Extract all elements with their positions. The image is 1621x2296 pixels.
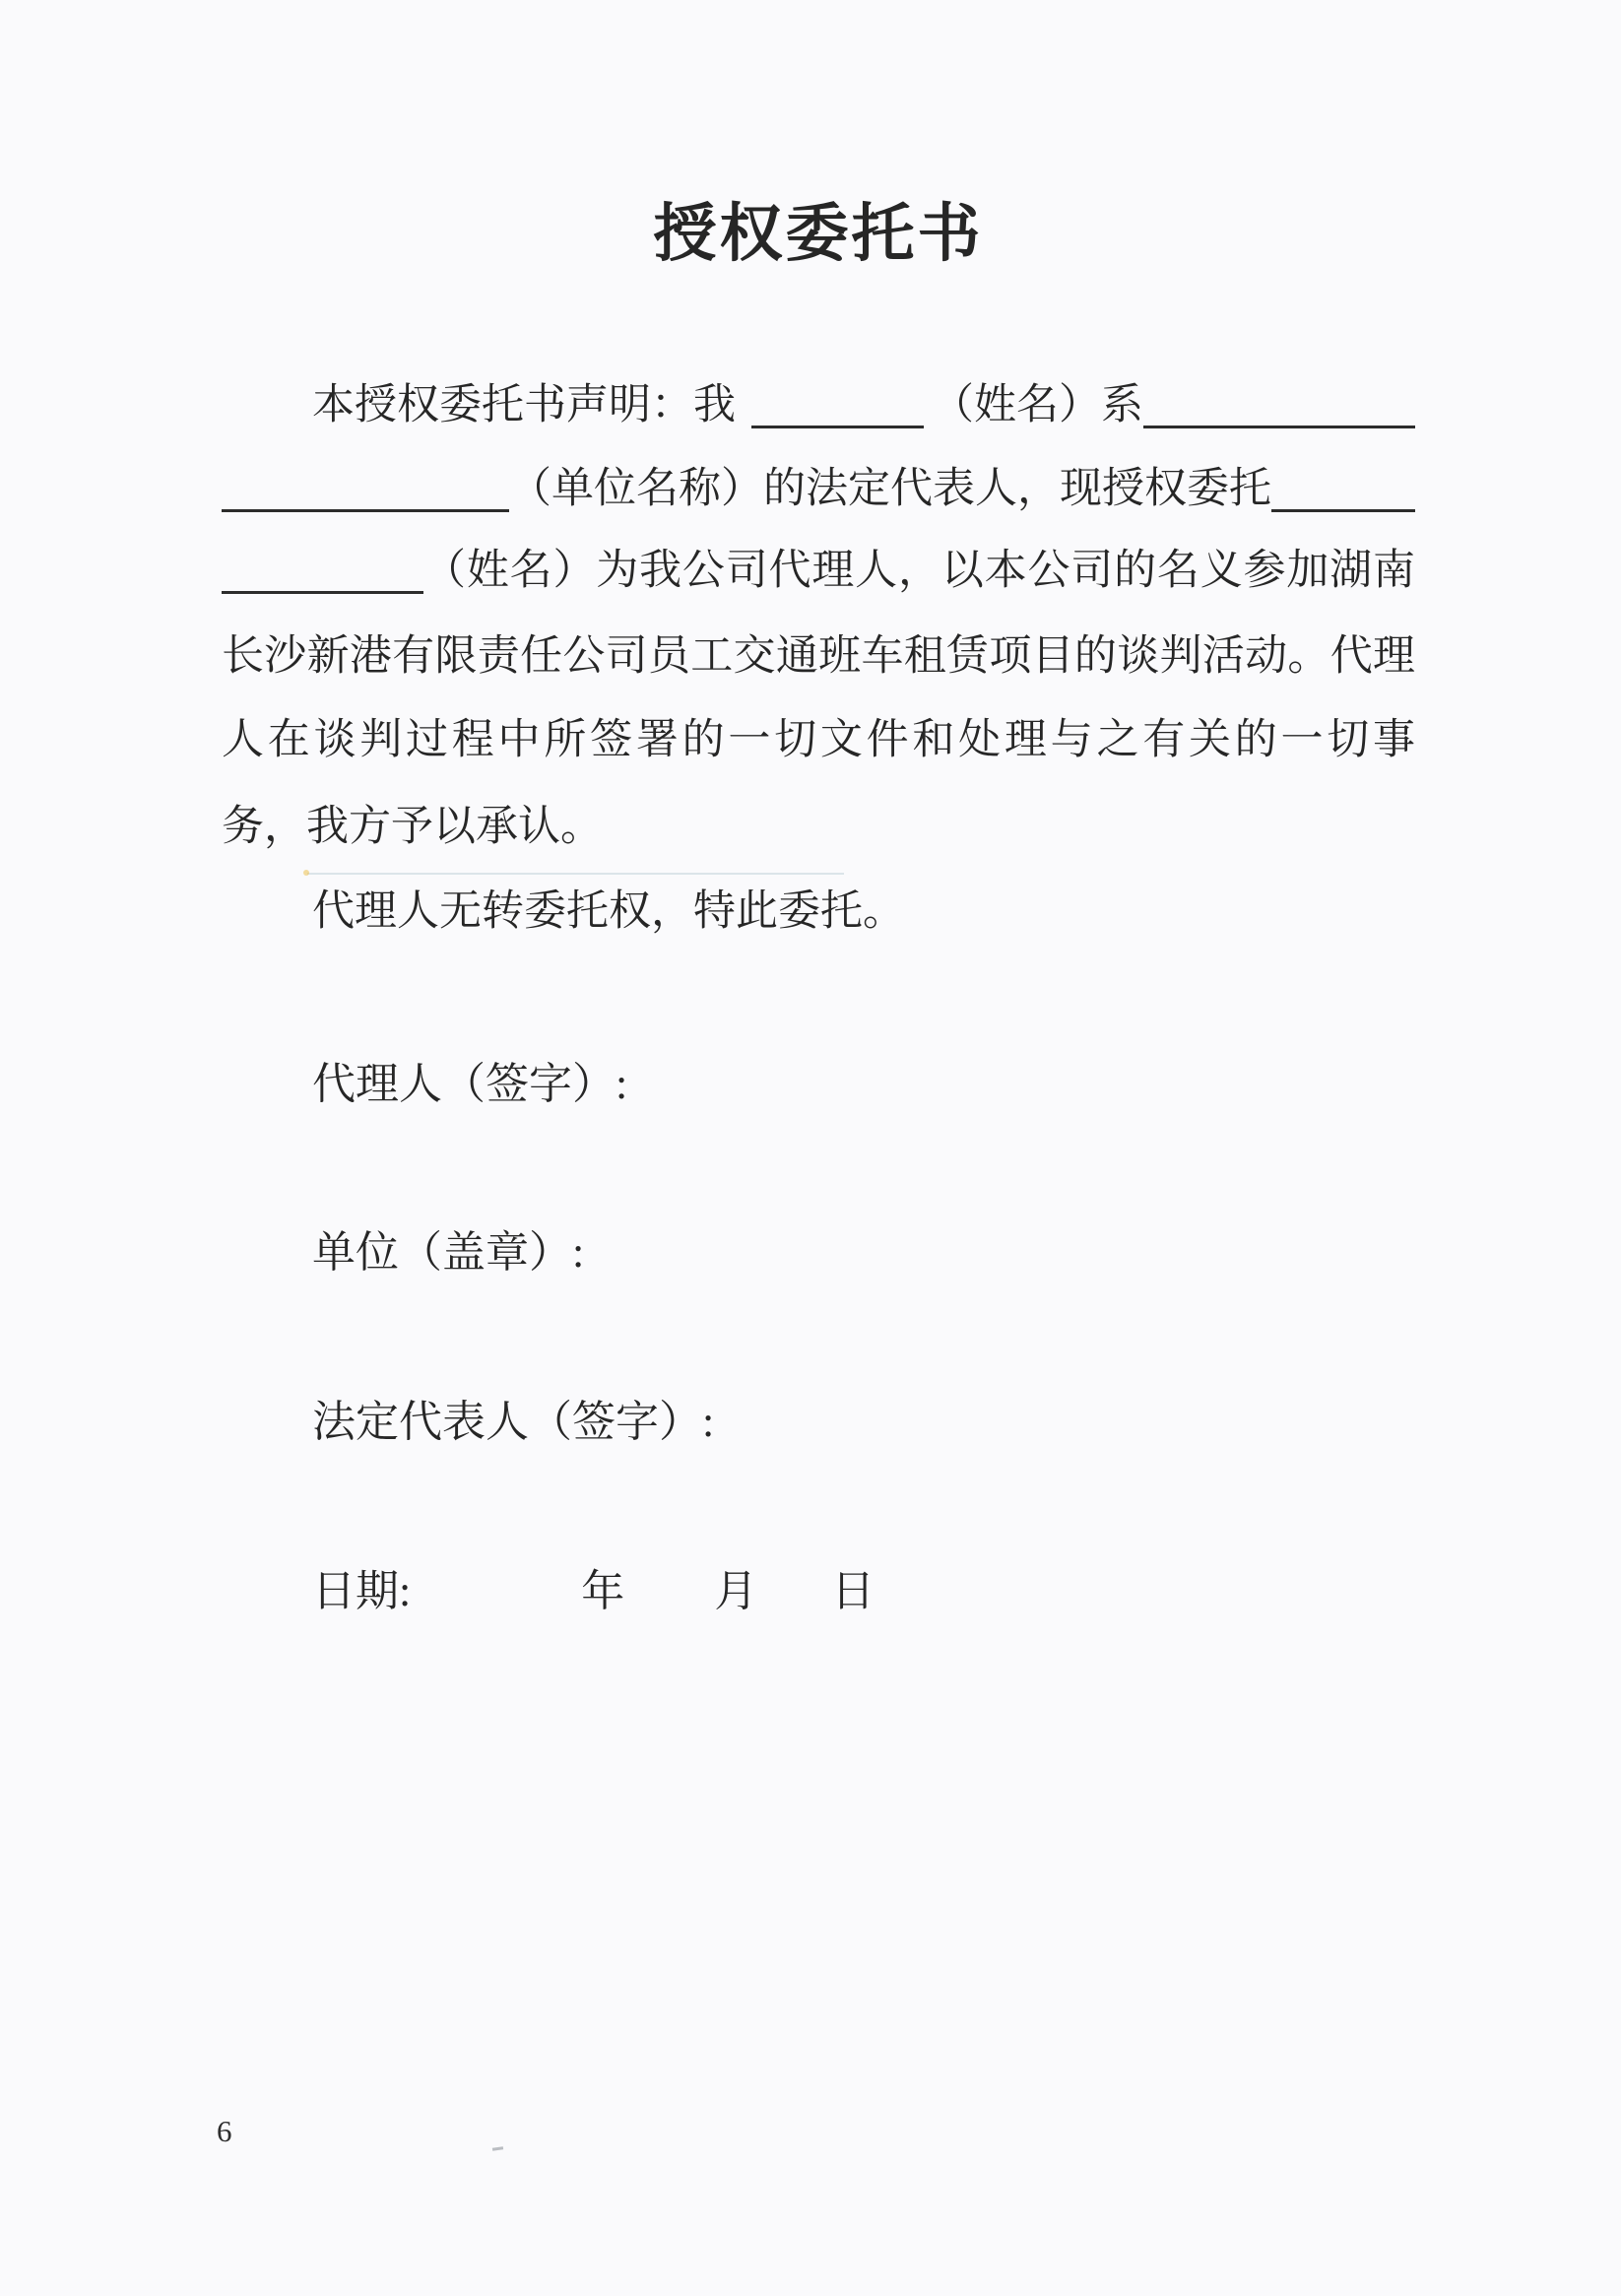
body-line-1: [222, 382, 1415, 428]
body-text: （姓名）系: [932, 382, 1143, 428]
legal-representative-signature-label: 法定代表人（签字）:: [312, 1398, 715, 1446]
scan-artifact-dot: [303, 870, 309, 876]
date-label: 日期:: [312, 1567, 412, 1615]
unit-seal-label: 单位（盖章）:: [312, 1228, 585, 1277]
body-line-3: [222, 548, 1415, 594]
name-blank-line: [1271, 470, 1415, 512]
body-line-6: 务，我方予以承认。: [222, 804, 603, 850]
name-blank-line: [222, 552, 423, 594]
day-label: 日: [831, 1567, 875, 1615]
page-number: 6: [217, 2114, 232, 2148]
unit-name-blank-line: [1143, 386, 1415, 428]
body-line-5: 人在谈判过程中所签署的一切文件和处理与之有关的一切事: [222, 717, 1415, 763]
name-blank-line: [751, 386, 924, 428]
scan-artifact-speck: [492, 2146, 503, 2151]
month-label: 月: [714, 1567, 758, 1615]
body-text: （单位名称）的法定代表人，现授权委托: [509, 466, 1271, 512]
body-line-2: [222, 466, 1415, 512]
body-text: 本授权委托书声明：我: [312, 382, 736, 428]
unit-name-blank-line: [222, 470, 509, 512]
body-text: （姓名）为我公司代理人，以本公司的名义参加湖南: [423, 548, 1415, 594]
body-line-7: 代理人无转委托权，特此委托。: [312, 888, 905, 935]
body-line-4: 长沙新港有限责任公司员工交通班车租赁项目的谈判活动。代理: [222, 633, 1415, 680]
year-label: 年: [581, 1567, 625, 1615]
scan-artifact-line: [307, 873, 844, 875]
date-line: [312, 1566, 875, 1617]
agent-signature-label: 代理人（签字）:: [312, 1060, 628, 1108]
document-title: 授权委托书: [653, 199, 984, 269]
